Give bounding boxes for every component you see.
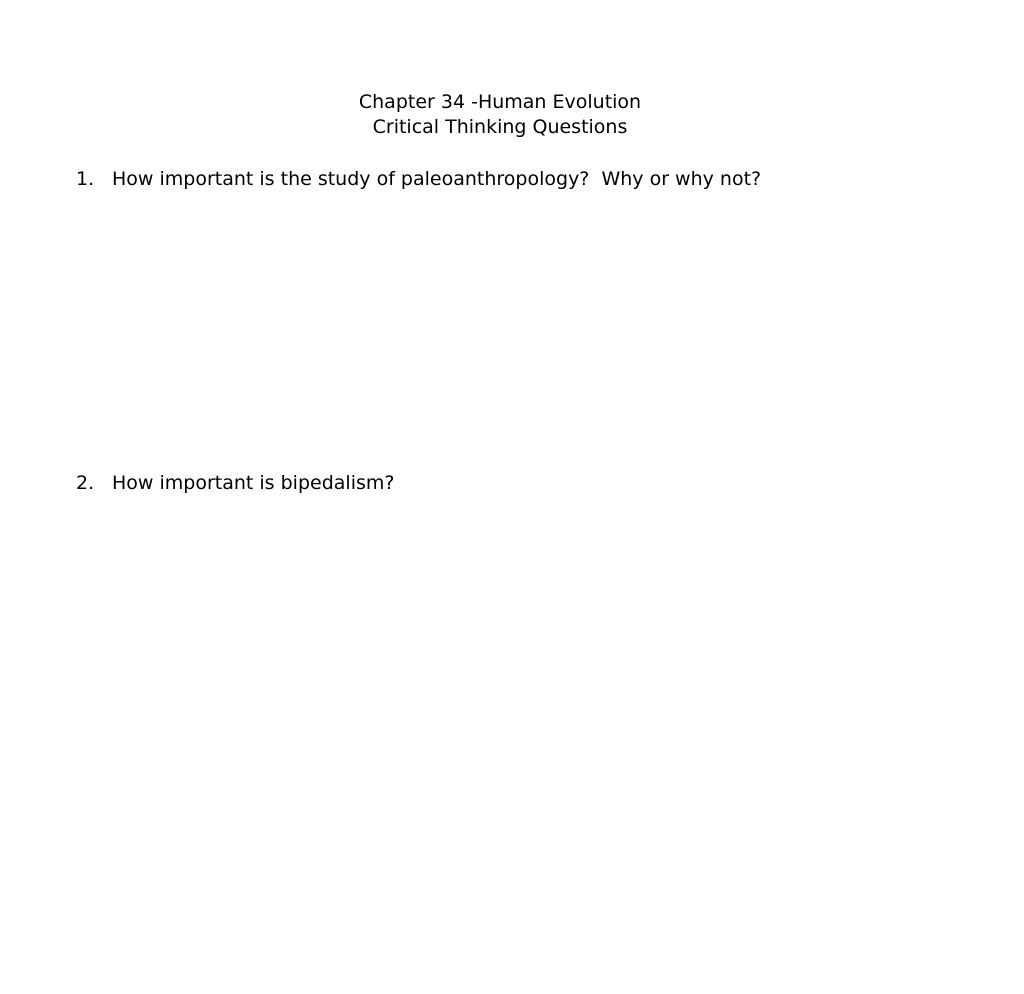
question-item xyxy=(76,167,761,192)
page-subtitle: Critical Thinking Questions xyxy=(372,116,628,138)
question-text: How important is bipedalism? xyxy=(112,472,395,494)
page-title: Chapter 34 -Human Evolution xyxy=(358,91,642,113)
question-number: 2. xyxy=(76,472,95,494)
question-text: How important is the study of paleoanthropology? Why or why not? xyxy=(112,168,762,190)
question-item xyxy=(76,471,394,496)
question-number: 1. xyxy=(76,168,95,190)
title-block xyxy=(0,90,1000,140)
